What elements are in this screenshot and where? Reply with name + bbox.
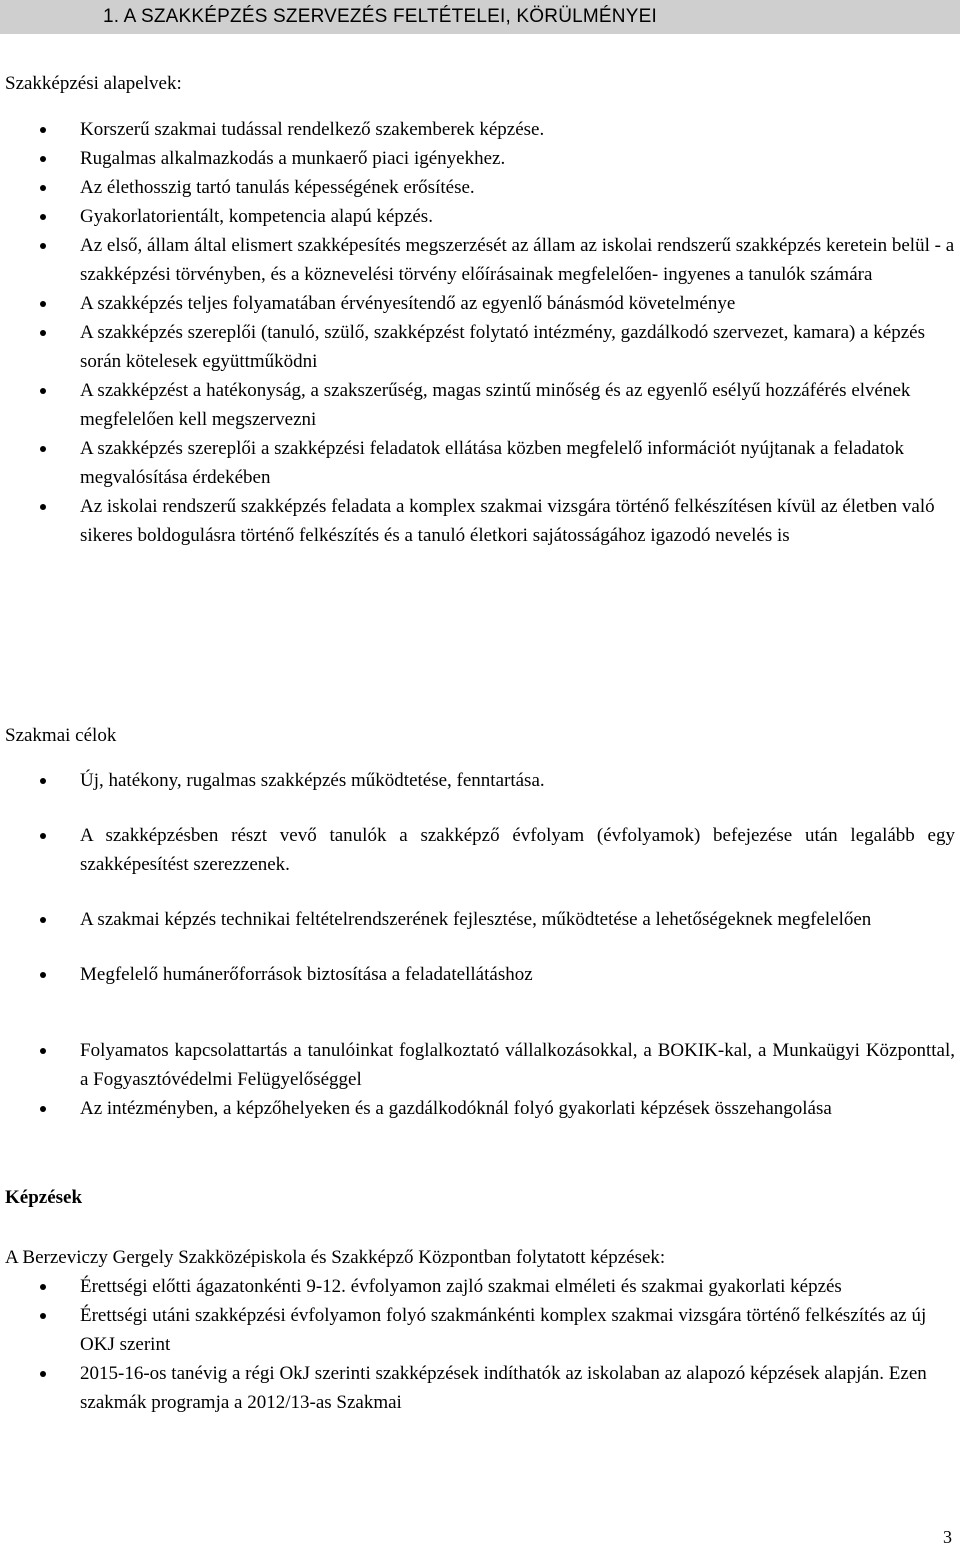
section-heading-alapelvek: Szakképzési alapelvek: <box>5 73 182 94</box>
kepzesek-list <box>0 1272 960 1417</box>
list-item: Gyakorlatorientált, kompetencia alapú képzés. <box>0 202 645 231</box>
szakmai-celok-list-continued <box>0 1036 960 1123</box>
list-item: Érettségi előtti ágazatonkénti 9-12. évfolyamon zajló szakmai elméleti és szakmai gyakorlati képzés <box>0 1272 960 1301</box>
chapter-title-bar <box>0 0 960 34</box>
list-item: A szakképzést a hatékonyság, a szakszerűség, magas szintű minőség és az egyenlő esélyű hozzáférés elvének megfelelően kell megszervezni <box>0 376 960 434</box>
list-item: Folyamatos kapcsolattartás a tanulóinkat foglalkoztató vállalkozásokkal, a BOKIK-kal, a Munkaügyi Központtal, a Fogyasztóvédelmi Felügyelőséggel <box>0 1036 960 1094</box>
section-heading-szakmai-celok: Szakmai célok <box>5 725 117 746</box>
kepzesek-intro: A Berzeviczy Gergely Szakközépiskola és Szakképző Központban folytatott képzések: <box>5 1247 666 1268</box>
list-item: Érettségi utáni szakképzési évfolyamon folyó szakmánkénti komplex szakmai vizsgára történő felkészítés az új OKJ szerint <box>0 1301 960 1359</box>
alapelvek-list <box>0 115 960 550</box>
list-item: A szakképzés teljes folyamatában érvényesítendő az egyenlő bánásmód követelménye <box>0 289 960 318</box>
list-item: A szakmai képzés technikai feltételrendszerének fejlesztése, működtetése a lehetőségeknek megfelelően <box>0 905 960 934</box>
list-item: Az iskolai rendszerű szakképzés feladata a komplex szakmai vizsgára történő felkészítésen kívül az életben való sikeres boldogulásra történő felkészítés és a tanuló életkori sajátosságához igazodó nevelés is <box>0 492 960 550</box>
list-item: A szakképzés szereplői a szakképzési feladatok ellátása közben megfelelő információt nyújtanak a feladatok megvalósítása érdekében <box>0 434 960 492</box>
section-heading-kepzesek: Képzések <box>5 1187 83 1208</box>
list-item: Rugalmas alkalmazkodás a munkaerő piaci igényekhez. <box>0 144 645 173</box>
szakmai-celok-list <box>0 766 960 1015</box>
list-item: Megfelelő humánerőforrások biztosítása a feladatellátáshoz <box>0 960 960 989</box>
list-item: Új, hatékony, rugalmas szakképzés működtetése, fenntartása. <box>0 766 960 795</box>
list-item: Az első, állam által elismert szakképesítés megszerzését az állam az iskolai rendszerű szakképzés keretein belül - a szakképzési törvényben, és a köznevelési törvény előírásainak megfelelően- ingyenes a tanulók számára <box>0 231 960 289</box>
list-item: 2015-16-os tanévig a régi OkJ szerinti szakképzések indíthatók az iskolaban az alapozó képzések alapján. Ezen szakmák programja a 2012/13-as Szakmai <box>0 1359 960 1417</box>
chapter-title: 1. A SZAKKÉPZÉS SZERVEZÉS FELTÉTELEI, KÖRÜLMÉNYEI <box>103 6 657 27</box>
list-item: Az intézményben, a képzőhelyeken és a gazdálkodóknál folyó gyakorlati képzések összehangolása <box>0 1094 960 1123</box>
list-item: Az élethosszig tartó tanulás képességének erősítése. <box>0 173 645 202</box>
list-item: A szakképzés szereplői (tanuló, szülő, szakképzést folytató intézmény, gazdálkodó szervezet, kamara) a képzés során kötelesek együttműködni <box>0 318 960 376</box>
page-number: 3 <box>943 1527 952 1547</box>
list-item: A szakképzésben részt vevő tanulók a szakképző évfolyam (évfolyamok) befejezése után legalább egy szakképesítést szerezzenek. <box>0 821 960 879</box>
list-item: Korszerű szakmai tudással rendelkező szakemberek képzése. <box>0 115 645 144</box>
